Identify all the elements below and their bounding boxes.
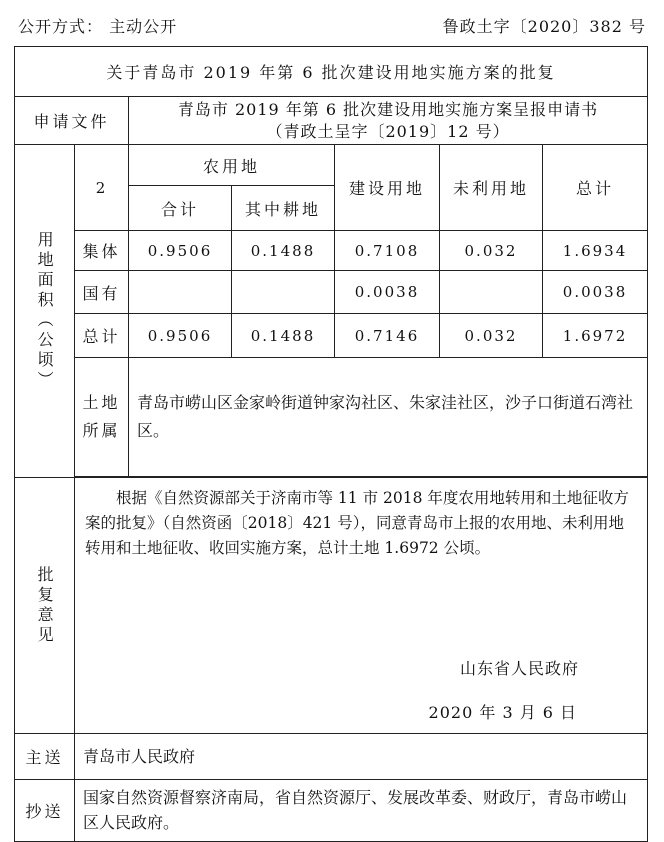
cell-unused: 0.032 <box>440 314 543 358</box>
approval-label-cell <box>15 478 75 734</box>
document-title: 关于青岛市 2019 年第 6 批次建设用地实施方案的批复 <box>15 47 648 97</box>
cell-arable: 0.1488 <box>232 231 335 271</box>
recipient-label: 主送 <box>15 734 75 780</box>
cell-agri-total: 0.9506 <box>129 231 232 271</box>
approval-date: 2020 年 3 月 6 日 <box>428 703 578 722</box>
table-row <box>15 314 648 358</box>
document-header <box>18 14 646 38</box>
corner-number: 2 <box>75 145 129 231</box>
cell-total: 0.0038 <box>543 271 648 314</box>
col-agricultural-land: 农用地 <box>129 145 335 186</box>
cell-total: 1.6972 <box>543 314 648 358</box>
cell-agri-total <box>129 271 232 314</box>
cc-label: 抄送 <box>15 780 75 842</box>
cell-arable <box>232 271 335 314</box>
disclosure-mode: 公开方式： 主动公开 <box>18 17 178 36</box>
recipient-value: 青岛市人民政府 <box>75 734 648 780</box>
col-construction-land: 建设用地 <box>335 145 440 231</box>
row-label: 集体 <box>75 231 129 271</box>
col-arable-land: 其中耕地 <box>232 186 335 231</box>
table-row <box>15 231 648 271</box>
application-line-1: 青岛市 2019 年第 6 批次建设用地实施方案呈报申请书 <box>177 99 599 119</box>
area-section-label-cell <box>15 145 75 478</box>
approval-signer: 山东省人民政府 <box>460 659 580 678</box>
application-document <box>129 97 648 145</box>
cc-value: 国家自然资源督察济南局，省自然资源厅、发展改革委、财政厅，青岛市崂山区人民政府。 <box>75 780 648 842</box>
area-section-label: 用地面积（公顷） <box>35 231 55 391</box>
cell-construction: 0.7108 <box>335 231 440 271</box>
land-location-value: 青岛市崂山区金家岭街道钟家沟社区、朱家洼社区，沙子口街道石湾社区。 <box>129 358 648 477</box>
col-unused-land: 未利用地 <box>440 145 543 231</box>
application-line-2: （青政土呈字〔2019〕12 号） <box>266 121 510 141</box>
cell-arable: 0.1488 <box>232 314 335 358</box>
cell-total: 1.6934 <box>543 231 648 271</box>
cell-construction: 0.7146 <box>335 314 440 358</box>
document-number: 鲁政土字〔2020〕382 号 <box>442 17 646 36</box>
approval-label: 批复意见 <box>35 565 55 646</box>
approval-form-table <box>14 46 648 842</box>
application-label: 申请文件 <box>15 97 129 145</box>
row-label: 总计 <box>75 314 129 358</box>
col-agri-subtotal: 合计 <box>129 186 232 231</box>
cell-unused: 0.032 <box>440 231 543 271</box>
land-location-label: 土地所属 <box>75 358 129 477</box>
cell-construction: 0.0038 <box>335 271 440 314</box>
col-total: 总计 <box>543 145 648 231</box>
row-label: 国有 <box>75 271 129 314</box>
approval-text: 根据《自然资源部关于济南市等 11 市 2018 年度农用地转用和土地征收方案的批复》（自然资函〔2018〕421 号），同意青岛市上报的农用地、未利用地转用和土地征收、收回实施方案，总计土地 1.6972 公顷。 <box>85 489 629 557</box>
cell-agri-total: 0.9506 <box>129 314 232 358</box>
table-row <box>15 271 648 314</box>
cell-unused <box>440 271 543 314</box>
approval-opinion <box>75 478 648 734</box>
